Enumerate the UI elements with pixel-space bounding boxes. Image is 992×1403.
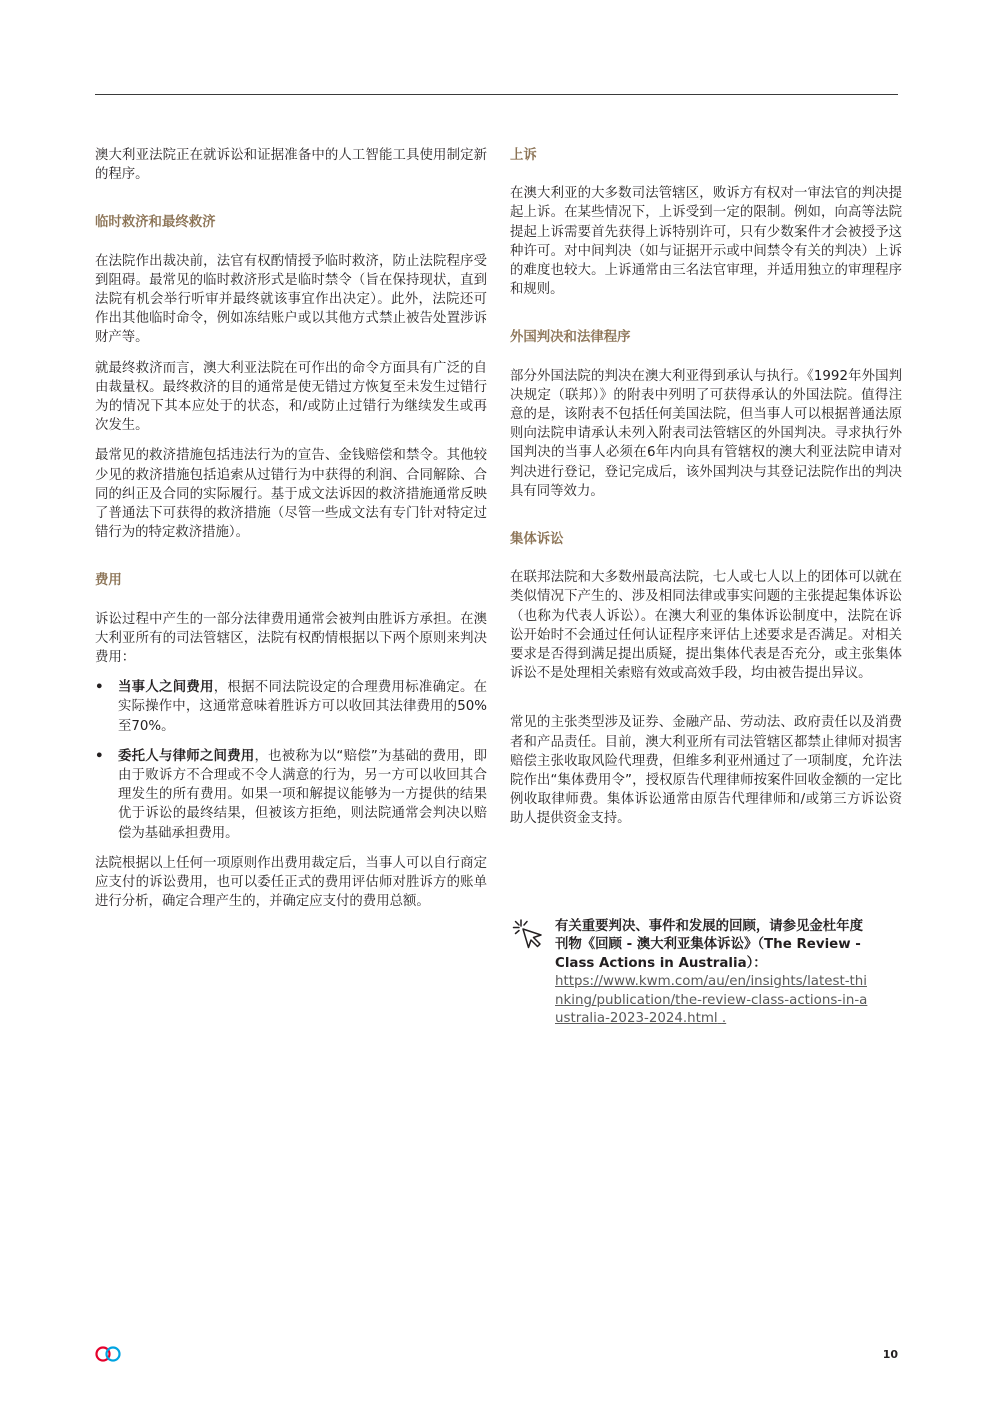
foreign-judgments-heading: 外国判决和法律程序: [510, 330, 631, 346]
cursor-click-icon: [512, 918, 546, 952]
list-item-bold: 委托人与律师之间费用: [118, 748, 255, 764]
relief-section: [95, 213, 487, 542]
bullet-icon: •: [95, 748, 104, 764]
list-item-bold: 当事人之间费用: [118, 680, 214, 696]
class-actions-heading: 集体诉讼: [510, 532, 564, 548]
list-item: [95, 747, 487, 843]
relief-paragraph-2: 就最终救济而言，澳大利亚法院在可作出的命令方面具有广泛的自由裁量权。最终救济的目的通常是使无错过方恢复至未发生过错行为的情况下其本应处于的状态，和/或防止过错行为继续发生或再次发生。: [95, 360, 487, 434]
class-actions-paragraph-1: 在联邦法院和大多数州最高法院，七人或七人以上的团体可以就在类似情况下产生的、涉及相同法律或事实问题的主张提起集体诉讼（也称为代表人诉讼）。在澳大利亚的集体诉讼制度中，法院在诉讼开始时不会通过任何认证程序来评估上述要求是否满足。对相关要求是否得到满足提出质疑，提出集体代表是否充分，或主张集体诉讼不是处理相关索赔有效或高效手段，均由被告提出异议。: [510, 570, 902, 682]
class-actions-section: [510, 530, 902, 829]
class-actions-paragraph-2: 常见的主张类型涉及证券、金融产品、劳动法、政府责任以及消费者和产品责任。目前，澳大利亚所有司法管辖区都禁止律师对损害赔偿主张收取风险代理费，但维多利亚州通过了一项制度，允许法院作出“集体费用令”，授权原告代理律师按案件回收金额的一定比例收取律师费。集体诉讼通常由原告代理律师和/或第三方诉讼资助人提供资金支持。: [510, 715, 902, 827]
page-number: 10: [882, 1348, 898, 1361]
intro-paragraph: 澳大利亚法院正在就诉讼和证据准备中的人工智能工具使用制定新的程序。: [95, 148, 487, 183]
interlocking-rings-logo: [94, 1345, 124, 1363]
costs-paragraph-1: 诉讼过程中产生的一部分法律费用通常会被判由胜诉方承担。在澳大利亚所有的司法管辖区，法院有权酌情根据以下两个原则来判决费用：: [95, 611, 487, 666]
relief-paragraph-1: 在法院作出裁决前，法官有权酌情授予临时救济，防止法院程序受到阻碍。最常见的临时救济形式是临时禁令（旨在保持现状，直到法院有机会举行听审并最终就该事宜作出决定）。此外，法院还可作出其他临时命令，例如冻结账户或以其他方式禁止被告处置涉诉财产等。: [95, 253, 487, 346]
callout-box: [512, 918, 872, 1028]
bullet-icon: •: [95, 680, 104, 696]
foreign-judgments-section: [510, 328, 902, 501]
list-item-text: ，也被称为以“赔偿”为基础的费用，即由于败诉方不合理或不令人满意的行为，另一方可以收回其合理发生的所有费用。如果一项和解提议能够为一方提供的结果优于诉讼的最终结果，但被该方拒绝，则法院通常会判决以赔偿为基础承担费用。: [118, 748, 488, 841]
callout-description: 有关重要判决、事件和发展的回顾，请参见金杜年度刊物《回顾 - 澳大利亚集体诉讼》（The Review - Class Actions in Australia）：: [555, 919, 863, 971]
callout-text: [555, 918, 872, 1028]
right-column: [510, 146, 902, 829]
costs-paragraph-2: 法院根据以上任何一项原则作出费用裁定后，当事人可以自行商定应支付的诉讼费用，也可以委任正式的费用评估师对胜诉方的账单进行分析，确定合理产生的，并确定应支付的费用总额。: [95, 855, 487, 910]
costs-section: [95, 571, 487, 911]
list-item: [95, 678, 487, 736]
callout-link[interactable]: https://www.kwm.com/au/en/insights/latest-thinking/publication/the-review-class-actions-in-australia-2023-2024.html .: [555, 974, 868, 1027]
appeal-paragraph: 在澳大利亚的大多数司法管辖区，败诉方有权对一审法官的判决提起上诉。在某些情况下，上诉受到一定的限制。例如，向高等法院提起上诉需要首先获得上诉特别许可，只有少数案件才会被授予这种许可。对中间判决（如与证据开示或中间禁令有关的判决）上诉的难度也较大。上诉通常由三名法官审理，并适用独立的审理程序和规则。: [510, 186, 902, 298]
costs-bullet-list: [95, 678, 487, 843]
foreign-judgments-paragraph: 部分外国法院的判决在澳大利亚得到承认与执行。《1992年外国判决规定（联邦）》的附表中列明了可获得承认的外国法院。值得注意的是，该附表不包括任何美国法院，但当事人可以根据普通法原则向法院申请承认未列入附表司法管辖区的外国判决。寻求执行外国判决的当事人必须在6年内向具有管辖权的澳大利亚法院申请对判决进行登记，登记完成后，该外国判决与其登记法院作出的判决具有同等效力。: [510, 368, 902, 499]
appeal-heading: 上诉: [510, 148, 537, 163]
relief-paragraph-3: 最常见的救济措施包括违法行为的宣告、金钱赔偿和禁令。其他较少见的救济措施包括追索从过错行为中获得的利润、合同解除、合同的纠正及合同的实际履行。基于成文法诉因的救济措施通常反映了普通法下可获得的救济措施（尽管一些成文法有专门针对特定过错行为的特定救济措施）。: [95, 448, 487, 541]
relief-heading: 临时救济和最终救济: [95, 215, 216, 231]
appeal-section: [510, 146, 902, 299]
top-rule: [95, 94, 898, 95]
list-item-text: ，根据不同法院设定的合理费用标准确定。在实际操作中，这通常意味着胜诉方可以收回其法律费用的50%至70%。: [118, 680, 488, 734]
costs-heading: 费用: [95, 573, 122, 589]
left-column: [95, 146, 487, 912]
